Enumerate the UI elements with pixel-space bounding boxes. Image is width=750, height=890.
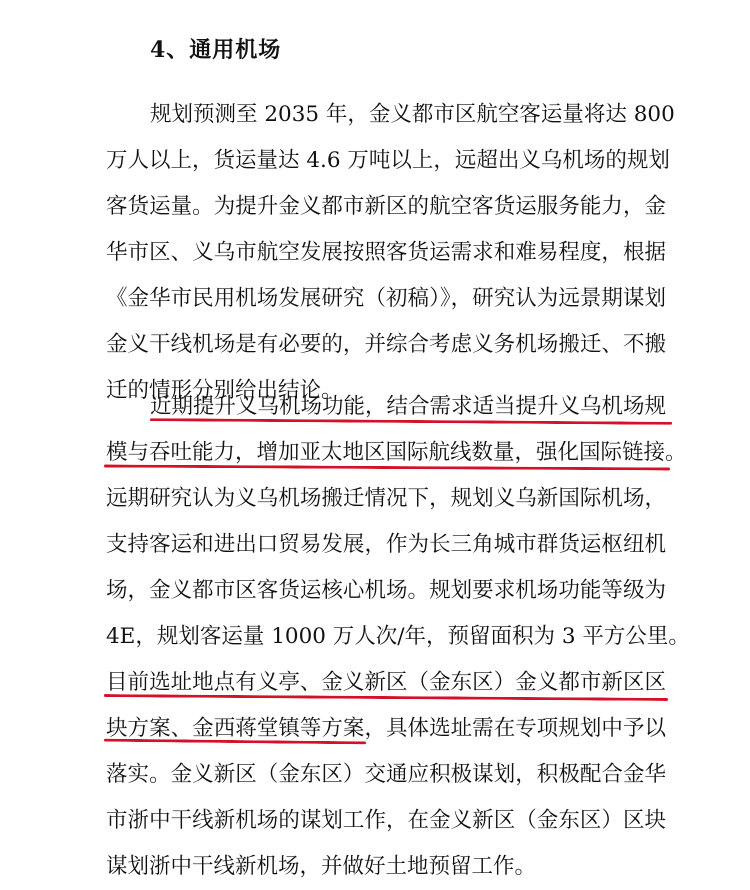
highlighted-line: 目前选址地点有义亭、金义新区（金东区）金义都市新区区 bbox=[106, 670, 666, 695]
highlighted-line: 近期提升义乌机场功能，结合需求适当提升义乌机场规 bbox=[150, 394, 667, 419]
paragraph-line: 4E，规划客运量 1000 万人次/年，预留面积为 3 平方公里。 bbox=[106, 624, 690, 649]
paragraph-line: 远期研究认为义乌机场搬迁情况下，规划义乌新国际机场， bbox=[106, 486, 666, 511]
paragraph-line: 金义干线机场是有必要的，并综合考虑义务机场搬迁、不搬 bbox=[106, 332, 666, 357]
paragraph-line: 《金华市民用机场发展研究（初稿）》，研究认为远景期谋划 bbox=[106, 286, 666, 311]
highlighted-line: 块方案、金西蒋堂镇等方案，具体选址需在专项规划中予以 bbox=[106, 716, 666, 741]
paragraph-line: 落实。金义新区（金东区）交通应积极谋划，积极配合金华 bbox=[106, 762, 666, 787]
paragraph-line: 谋划浙中干线新机场，并做好土地预留工作。 bbox=[106, 854, 537, 879]
paragraph-line: 万人以上，货运量达 4.6 万吨以上，远超出义乌机场的规划 bbox=[106, 148, 670, 173]
section-heading: 4、通用机场 bbox=[150, 37, 282, 63]
paragraph-line: 市浙中干线新机场的谋划工作，在金义新区（金东区）区块 bbox=[106, 808, 666, 833]
paragraph-line: 客货运量。为提升金义都市新区的航空客货运服务能力，金 bbox=[106, 194, 666, 219]
paragraph-line: 支持客运和进出口贸易发展，作为长三角城市群货运枢纽机 bbox=[106, 532, 666, 557]
paragraph-line: 规划预测至 2035 年，金义都市区航空客运量将达 800 bbox=[150, 102, 675, 127]
paragraph-line: 迁的情形分别给出结论。 bbox=[106, 378, 343, 403]
paragraph-line: 场，金义都市区客货运核心机场。规划要求机场功能等级为 bbox=[106, 578, 666, 603]
highlighted-line: 模与吞吐能力，增加亚太地区国际航线数量，强化国际链接。 bbox=[106, 440, 687, 465]
paragraph-line: 华市区、义乌市航空发展按照客货运需求和难易程度，根据 bbox=[106, 240, 666, 265]
